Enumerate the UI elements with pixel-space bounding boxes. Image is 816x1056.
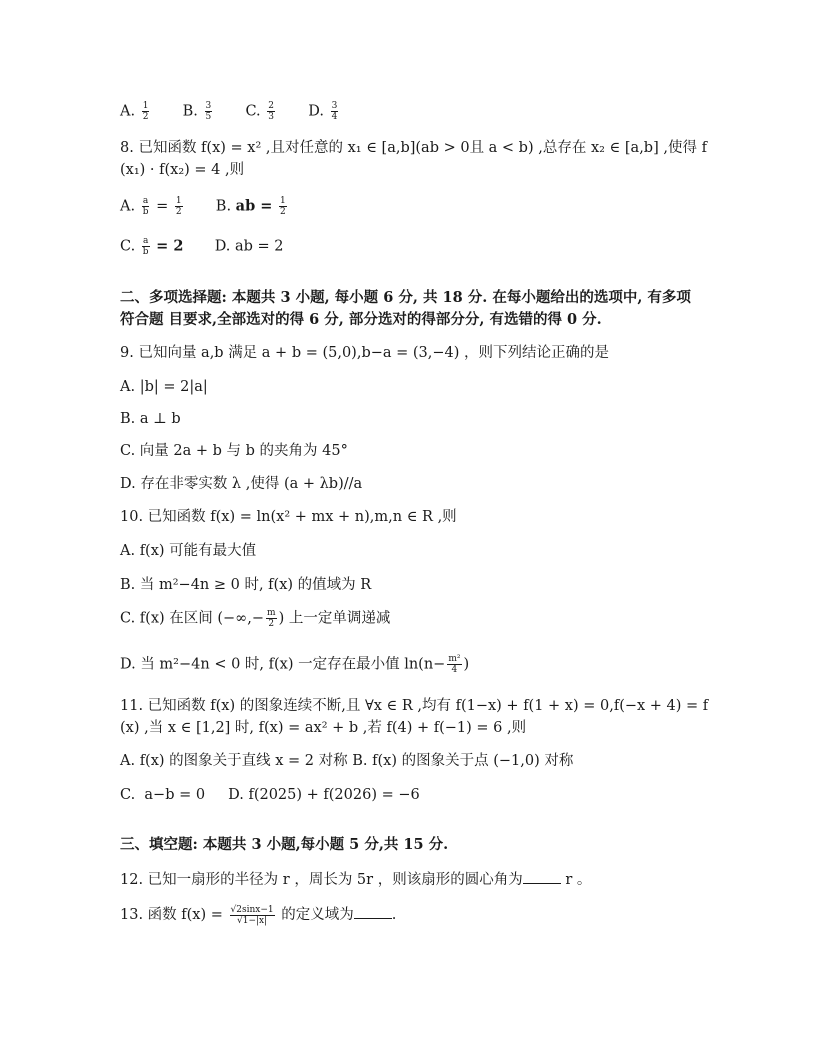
q10-option-d: D. 当 m²−4n < 0 时, f(x) 一定存在最小值 ln(n− $\frac{\text{m²}}{4}$ ) (120, 654, 470, 675)
q11-stem-line2: (x) ,当 x ∈ [1,2] 时, f(x) = ax² + b ,若 f(4) + f(−1) = 6 ,则 (120, 720, 527, 736)
q10-stem: 10. 已知函数 f(x) = ln(x² + mx + n),m,n ∈ R ,则 (120, 509, 457, 525)
q11-options-cd: C. a−b = 0 D. f(2025) + f(2026) = −6 (120, 787, 420, 803)
q10-option-c-fraction: $\frac{m}{2}$ (267, 608, 276, 629)
q13-fraction: $\frac{√2\sin x-1}{√1-|x|}$ (230, 904, 274, 926)
q7-option-d-label: D. (308, 103, 324, 120)
q11-options-ab: A. f(x) 的图象关于直线 x = 2 对称 B. f(x) 的图象关于点 (−1,0) 对称 (120, 753, 574, 769)
q7-option-a-label: A. (120, 103, 136, 120)
section3-heading: 三、填空题: 本题共 3 小题,每小题 5 分,共 15 分. (120, 836, 449, 853)
q9-option-d: D. 存在非零实数 λ ,使得 (a + λb)//a (120, 476, 363, 492)
q10-option-c: C. f(x) 在区间 (−∞,− $\frac{m}{2}$ ) 上一定单调递减 (120, 608, 391, 629)
q7-option-d-fraction: $\frac{3}{4}$ (331, 101, 338, 122)
q8-option-b-expr: ab = (235, 197, 273, 215)
q12-stem: 12. 已知一扇形的半径为 r ，周长为 5r ，则该扇形的圆心角为 r 。 (120, 869, 700, 890)
q10-option-a: A. f(x) 可能有最大值 (120, 543, 257, 559)
q8-stem-line2: (x₁) · f(x₂) = 4 ,则 (120, 162, 245, 178)
q8-option-c-fraction: $\frac{a}{b}$ (142, 236, 149, 257)
section2-heading: 二、多项选择题: 本题共 3 小题, 每小题 6 分, 共 18 分. 在每小题给出的选项中, 有多项符合题 目要求,全部选对的得 6 分, 部分选对的得部分分, 有选错的得 0 分. (120, 289, 691, 328)
q8-options-cd: C. $\frac{a}{b}$ = 2 D. ab = 2 (120, 236, 284, 257)
q7-option-c-fraction: $\frac{2}{3}$ (268, 101, 275, 122)
q7-options (120, 101, 700, 122)
q7-option-b-label: B. (182, 103, 198, 120)
q8-option-d: D. ab = 2 (214, 238, 284, 255)
q8-option-a-value: $\frac{1}{2}$ (175, 196, 182, 217)
q7-option-a-fraction: $\frac{1}{2}$ (142, 101, 149, 122)
q8-option-a-fraction: $\frac{a}{b}$ (142, 196, 149, 217)
q13-stem: 13. 函数 f(x) = $\frac{√2\sin x-1}{√1-|x|}$ 的定义域为 . (120, 904, 397, 926)
q7-option-b-fraction: $\frac{3}{5}$ (205, 101, 212, 122)
q8-option-b-value: $\frac{1}{2}$ (280, 196, 286, 217)
q9-option-c: C. 向量 2a + b 与 b 的夹角为 45° (120, 443, 348, 459)
q8-stem-line1: 8. 已知函数 f(x) = x² ,且对任意的 x₁ ∈ [a,b](ab > 0且 a < b) ,总存在 x₂ ∈ [a,b] ,使得 f (120, 140, 707, 156)
q8-options-ab: A. $\frac{a}{b}$ = $\frac{1}{2}$ B. ab = $\frac{1}{2}$ (120, 196, 286, 217)
q10-option-b: B. 当 m²−4n ≥ 0 时, f(x) 的值域为 R (120, 577, 372, 593)
q9-option-b: B. a ⊥ b (120, 411, 181, 427)
q9-stem: 9. 已知向量 a,b 满足 a + b = (5,0),b−a = (3,−4) ，则下列结论正确的是 (120, 345, 610, 361)
q13-answer-blank[interactable] (354, 904, 392, 919)
q9-option-a: A. |b| = 2|a| (120, 379, 208, 395)
q12-answer-blank[interactable] (523, 869, 561, 884)
q10-option-d-fraction: $\frac{\text{m²}}{4}$ (448, 654, 461, 675)
q7-option-c-label: C. (245, 103, 261, 120)
q11-stem-line1: 11. 已知函数 f(x) 的图象连续不断,且 ∀x ∈ R ,均有 f(1−x) + f(1 + x) = 0,f(−x + 4) = f (120, 698, 709, 714)
